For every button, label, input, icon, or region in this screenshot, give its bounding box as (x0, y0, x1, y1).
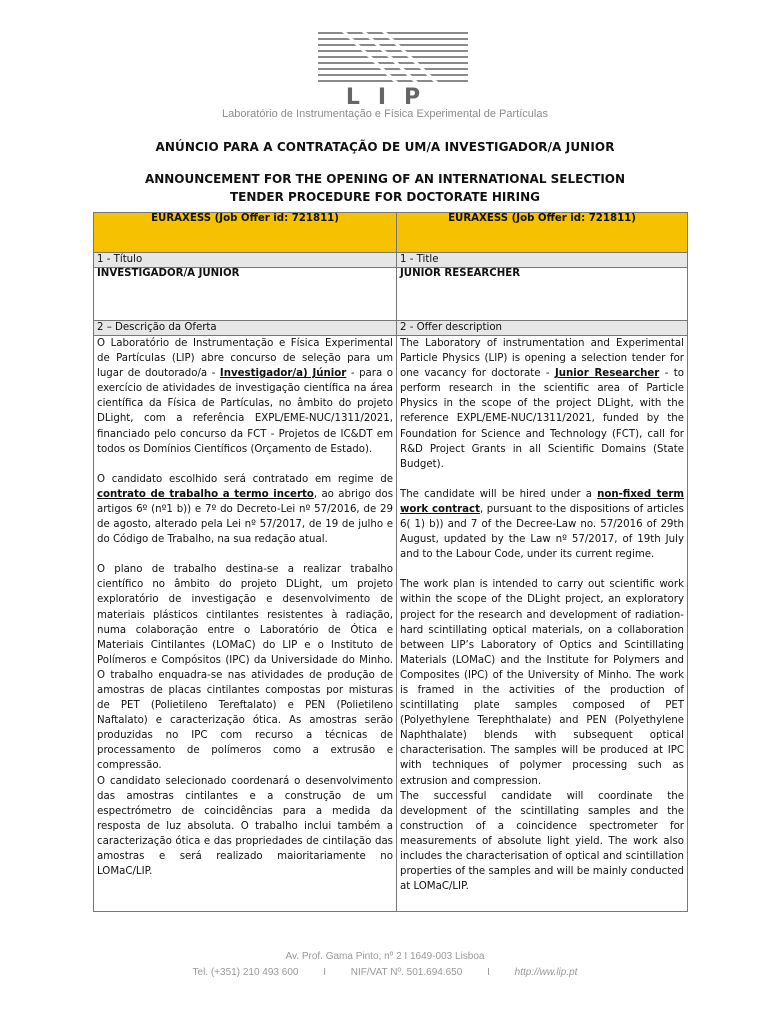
description-row (94, 336, 688, 912)
description-en (397, 336, 688, 912)
footer-tel: Tel. (+351) 210 493 600 (192, 967, 299, 978)
euraxess-pt: EURAXESS (Job Offer id: 721811) (94, 213, 397, 253)
job-title-en: JUNIOR RESEARCHER (397, 268, 688, 321)
paragraph: O candidato selecionado coordenará o desenvolvimento das amostras cintilantes e a construção de um espectrómetro de coincidências para a medida da resposta de luz absoluta. O trabalho inclui também a caracterização ótica e das propriedades de cintilação das amostras e será realizado maioritariamente no LOMaC/LIP. (97, 775, 393, 878)
lip-logo (300, 28, 468, 108)
announcement-title-en: ANNOUNCEMENT FOR THE OPENING OF AN INTERNATIONAL SELECTION TENDER PROCEDURE FOR DOCTORATE HIRING (144, 172, 626, 204)
paragraph: O plano de trabalho destina-se a realizar trabalho científico no âmbito do projeto DLight, um projeto exploratório de investigação e desenvolvimento de materiais plásticos cintilantes resistentes à radiação, numa colaboração entre o Laboratório de Ótica e Materiais Cintilantes (LOMaC) do LIP e o Instituto de Polímeros e Compósitos (IPC) da Universidade do Minho. O trabalho enquadra-se nas atividades de produção de amostras de placas cintilantes compostas por misturas de PET (Polietileno Tereftalato) e PEN (Polietileno Naftalato) e caracterização ótica. As amostras serão produzidas no IPC com recurso a técnicas de processamento de polímeros como a extrusão e compressão. (97, 564, 393, 772)
paragraph: The Laboratory of instrumentation and Experimental Particle Physics (LIP) is opening a selection tender for one vacancy for doctorate - Junior Researcher - to perform research in the scientific area of Particle Physics in the scope of the project DLight, with the reference EXPL/EME-NUC/1311/2021, funded by the Foundation for Science and Technology (FCT), call for R&D Project Grants in all Scientific Domains (State Budget). (400, 338, 684, 470)
paragraph: O Laboratório de Instrumentação e Física Experimental de Partículas (LIP) abre concurso de seleção para um lugar de doutorado/a - Investigador/a) Júnior - para o exercício de atividades de investigação científica na área científica da Física de Partículas, no âmbito do projeto DLight, com a referência EXPL/EME-NUC/1311/2021, financiado pelo concurso da FCT - Projetos de IC&DT em todos os Domínios Científicos (Orçamento de Estado). (97, 338, 393, 455)
section-description-row (94, 321, 688, 336)
section-2-pt: 2 – Descrição da Oferta (94, 321, 397, 336)
section-title-row (94, 253, 688, 268)
section-1-en: 1 - Title (397, 253, 688, 268)
description-pt (94, 336, 397, 912)
job-title-pt: INVESTIGADOR/A JUNIOR (94, 268, 397, 321)
offer-table (93, 212, 688, 912)
footer-separator: I (487, 967, 490, 978)
footer-address: Av. Prof. Gama Pinto, nº 2 I 1649-003 Lisboa (285, 951, 485, 962)
lab-name: Laboratório de Instrumentação e Física Experimental de Partículas (222, 108, 548, 120)
euraxess-row (94, 213, 688, 253)
euraxess-en: EURAXESS (Job Offer id: 721811) (397, 213, 688, 253)
footer-contacts (0, 967, 770, 978)
job-title-row (94, 268, 688, 321)
section-2-en: 2 - Offer description (397, 321, 688, 336)
paragraph: The candidate will be hired under a non-fixed term work contract, pursuant to the dispositions of articles 6( 1) b)) and 7 of the Decree-Law no. 57/2016 of 29th August, updated by the Law nº 57/2017, of 19th July and to the Labour Code, under its current regime. (400, 488, 684, 561)
footer-url[interactable]: http://ww.lip.pt (514, 967, 578, 978)
paragraph: The work plan is intended to carry out scientific work within the scope of the DLight project, an exploratory project for the research and development of radiation-hard scintillating optical materials, on a collaboration between LIP’s Laboratory of Optics and Scintillating Materials (LOMaC) and the Institute for Polymers and Composites (IPC) of the University of Minho. The work is framed in the activities of the production of scintillating plate samples composed of PET (Polyethylene Terephthalate) and PEN (Polyethylene Naphthalate) blends with subsequent optical characterisation. The samples will be produced at IPC with techniques of polymer processing such as extrusion and compression. (400, 579, 684, 787)
section-1-pt: 1 - Título (94, 253, 397, 268)
paragraph: O candidato escolhido será contratado em regime de contrato de trabalho a termo incerto, ao abrigo dos artigos 6º (nº1 b)) e 7º do Decreto-Lei nº 57/2016, de 29 de agosto, alterado pela Lei nº 57/2017, de 19 de julho e do Código de Trabalho, na sua redação atual. (97, 473, 394, 546)
footer-vat: NIF/VAT Nº. 501.694.650 (350, 967, 463, 978)
logo-text: LIP (345, 85, 439, 108)
paragraph: The successful candidate will coordinate the development of the scintillating samples and the construction of a coincidence spectrometer for measurements of absolute light yield. The work also includes the characterisation of optical and scintillation properties of the samples and will be mainly conducted at LOMaC/LIP. (400, 790, 684, 893)
footer-separator: I (323, 967, 327, 978)
announcement-title-pt: ANÚNCIO PARA A CONTRATAÇÃO DE UM/A INVESTIGADOR/A JUNIOR (155, 140, 615, 154)
